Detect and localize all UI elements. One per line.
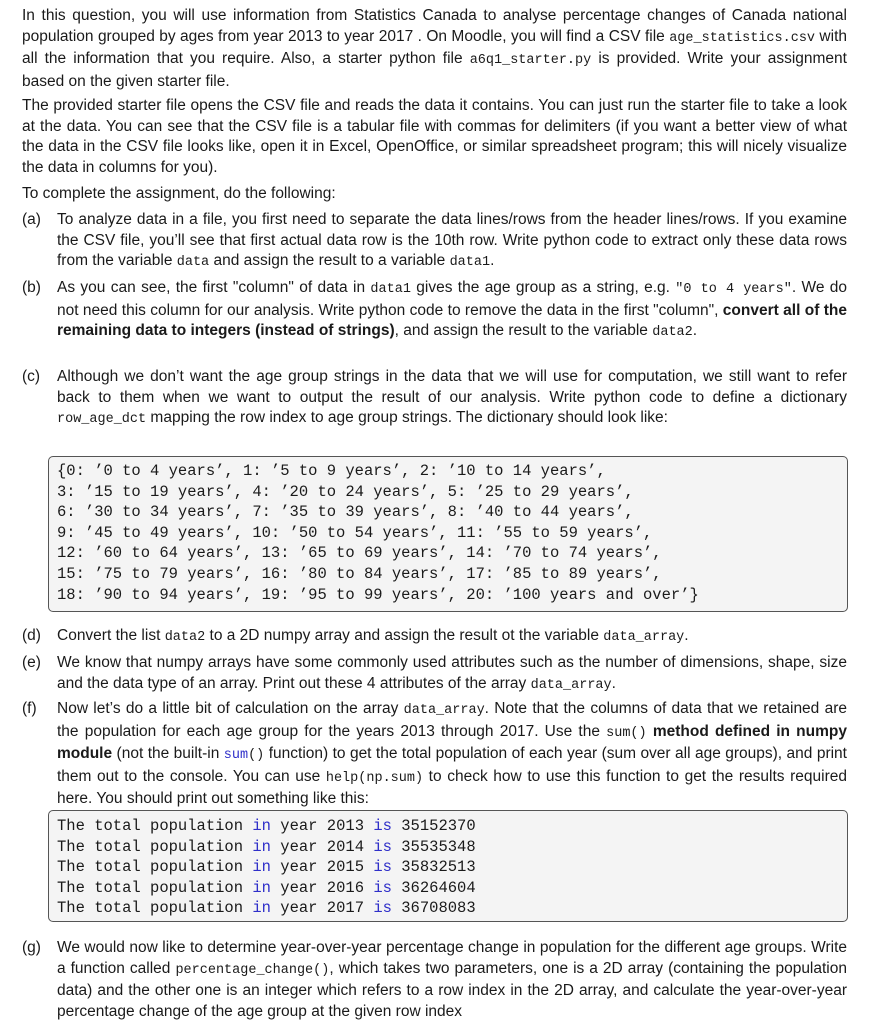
output-line: The total population in year 2014 is 35535348 (57, 837, 476, 856)
csv-filename: age_statistics.csv (669, 30, 816, 46)
question-item-d (22, 626, 847, 649)
item-label: (c) (22, 368, 41, 385)
intro-paragraph-3: To complete the assignment, do the following: (22, 185, 336, 202)
item-text: Now let’s do a little bit of calculation on the array data_array. Note that the columns of data that we retained are the population for each age group for the years 2013 through 2017. Use the sum() method defined in numpy module (not the built-in sum() function) to get the total population of each year (sum over all age groups), and print them out to the console. You can use help(np.sum) to check how to use this function to get the results required here. You should print out something like this: (57, 700, 848, 808)
code-line: 15: ’75 to 79 years’, 16: ’80 to 84 years’, 17: ’85 to 89 years’, (57, 564, 662, 583)
question-item-c (22, 367, 847, 431)
code-line: 12: ’60 to 64 years’, 13: ’65 to 69 years’, 14: ’70 to 74 years’, (57, 544, 662, 563)
item-label: (b) (22, 279, 41, 296)
output-line: The total population in year 2013 is 35152370 (57, 817, 476, 835)
output-line: The total population in year 2017 is 36708083 (57, 899, 476, 918)
code-line: 3: ’15 to 19 years’, 4: ’20 to 24 years’, 5: ’25 to 29 years’, (57, 482, 634, 501)
item-text: Although we don’t want the age group strings in the data that we will use for computation, we still want to refer back to them when we want to output the result of our analysis. Write python code to define a dictionary row_age_dct mapping the row index to age group strings. The dictionary should look like: (57, 368, 847, 428)
question-item-a (22, 210, 847, 274)
output-line: The total population in year 2015 is 35832513 (57, 858, 476, 877)
intro-paragraph-2: The provided starter file opens the CSV file and reads the data it contains. You can just run the starter file to take a look at the data. You can see that the CSV file is a tabular file with commas for delimiters (if you want a better view of what the data in the CSV file looks like, open it in Excel, OpenOffice, or similar spreadsheet program; this will nicely visualize the data in columns for you). (22, 97, 847, 176)
item-label: (g) (22, 939, 41, 956)
starter-filename: a6q1_starter.py (469, 53, 592, 69)
item-text: We would now like to determine year-over-year percentage change in population for the different age groups. Write a function called percentage_change(), which takes two parameters, one is a 2D array (containing the population data) and the other one is an integer which refers to a row index in the 2D array, and calculate the year-over-year percentage change of the age group at the given row index (57, 939, 847, 1020)
intro-paragraph-1: In this question, you will use information from Statistics Canada to analyse percentage changes of Canada national population grouped by ages from year 2013 to year 2017 . On Moodle, you will find a CSV file age_statistics.csv with all the information that you require. Also, a starter python file a6q1_starter.py is provided. Write your assignment based on the given starter file. (22, 7, 847, 90)
item-label: (d) (22, 627, 41, 644)
population-output-block (48, 810, 848, 922)
question-item-g (22, 938, 847, 1022)
item-label: (f) (22, 700, 37, 717)
item-label: (a) (22, 211, 41, 228)
code-line: 9: ’45 to 49 years’, 10: ’50 to 54 years’, 11: ’55 to 59 years’, (57, 523, 653, 542)
question-item-e (22, 653, 847, 696)
item-text: To analyze data in a file, you first need to separate the data lines/rows from the header lines/rows. If you examine the CSV file, you’ll see that first actual data row is the 10th row. Write python code to extract only these data rows from the variable data and assign the result to a variable data1. (57, 211, 847, 271)
dictionary-code-block (48, 456, 848, 612)
code-line: 18: ’90 to 94 years’, 19: ’95 to 99 years’, 20: ’100 years and over’} (57, 585, 699, 604)
question-item-b (22, 278, 847, 344)
code-line: 6: ’30 to 34 years’, 7: ’35 to 39 years’, 8: ’40 to 44 years’, (57, 503, 634, 522)
question-item-f (22, 699, 847, 810)
item-label: (e) (22, 654, 41, 671)
output-line: The total population in year 2016 is 36264604 (57, 878, 476, 897)
code-line: {0: ’0 to 4 years’, 1: ’5 to 9 years’, 2: ’10 to 14 years’, (57, 462, 606, 480)
item-text: As you can see, the first "column" of data in data1 gives the age group as a string, e.g. "0 to 4 years". We do not need this column for our analysis. Write python code to remove the data in the first "column", convert all of the remaining data to integers (instead of strings), and assign the result to the variable data2. (57, 279, 848, 341)
item-text: Convert the list data2 to a 2D numpy array and assign the result ot the variable data_array. (57, 627, 689, 645)
item-text: We know that numpy arrays have some commonly used attributes such as the number of dimensions, shape, size and the data type of an array. Print out these 4 attributes of the array data_array. (57, 654, 847, 693)
